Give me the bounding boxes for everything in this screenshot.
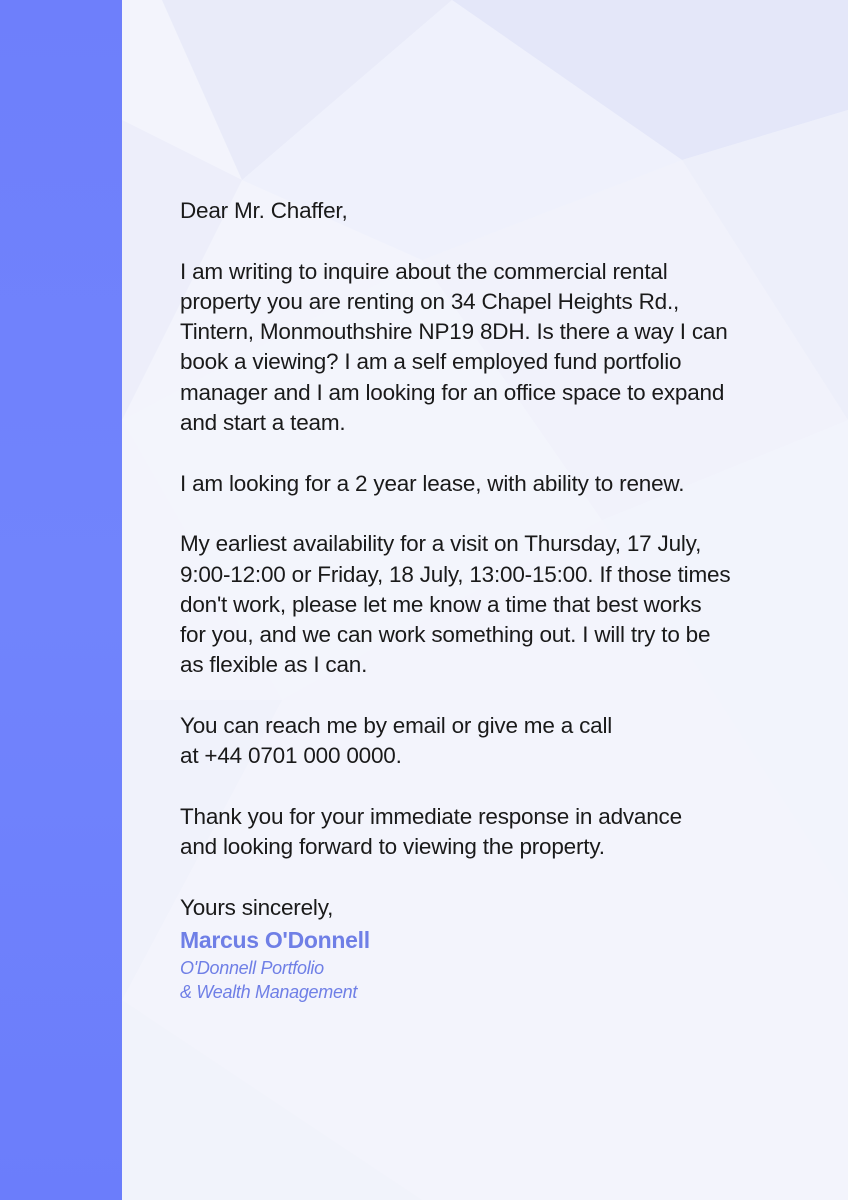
paragraph-contact: You can reach me by email or give me a call at +44 0701 000 0000. (180, 713, 613, 769)
paragraph-availability: My earliest availability for a visit on Thursday, 17 July, 9:00-12:00 or Friday, 18 July, 13:00-15:00. If those times don't work, please let me know a time that best works for you, and we can work something out. I will try to be as flexible as I can. (180, 531, 731, 678)
side-color-band (0, 0, 122, 1200)
sender-company-line1: O'Donnell Portfolio (180, 958, 324, 979)
paragraph-thanks: Thank you for your immediate response in advance and looking forward to viewing the property. (180, 803, 682, 860)
letter-body (180, 196, 780, 1004)
salutation: Dear Mr. Chaffer, (180, 198, 348, 223)
paragraph-inquiry: I am writing to inquire about the commercial rental property you are renting on 34 Chapel Heights Rd., Tintern, Monmouthshire NP19 8DH. Is there a way I can book a viewing? I am a self employed fund portfolio manager and I am looking for an office space to expand and start a team. (180, 258, 728, 436)
paragraph-lease: I am looking for a 2 year lease, with ability to renew. (180, 470, 685, 496)
sender-name: Marcus O'Donnell (180, 927, 370, 954)
sender-company-line2: & Wealth Management (180, 982, 358, 1003)
closing: Yours sincerely, (180, 894, 334, 920)
